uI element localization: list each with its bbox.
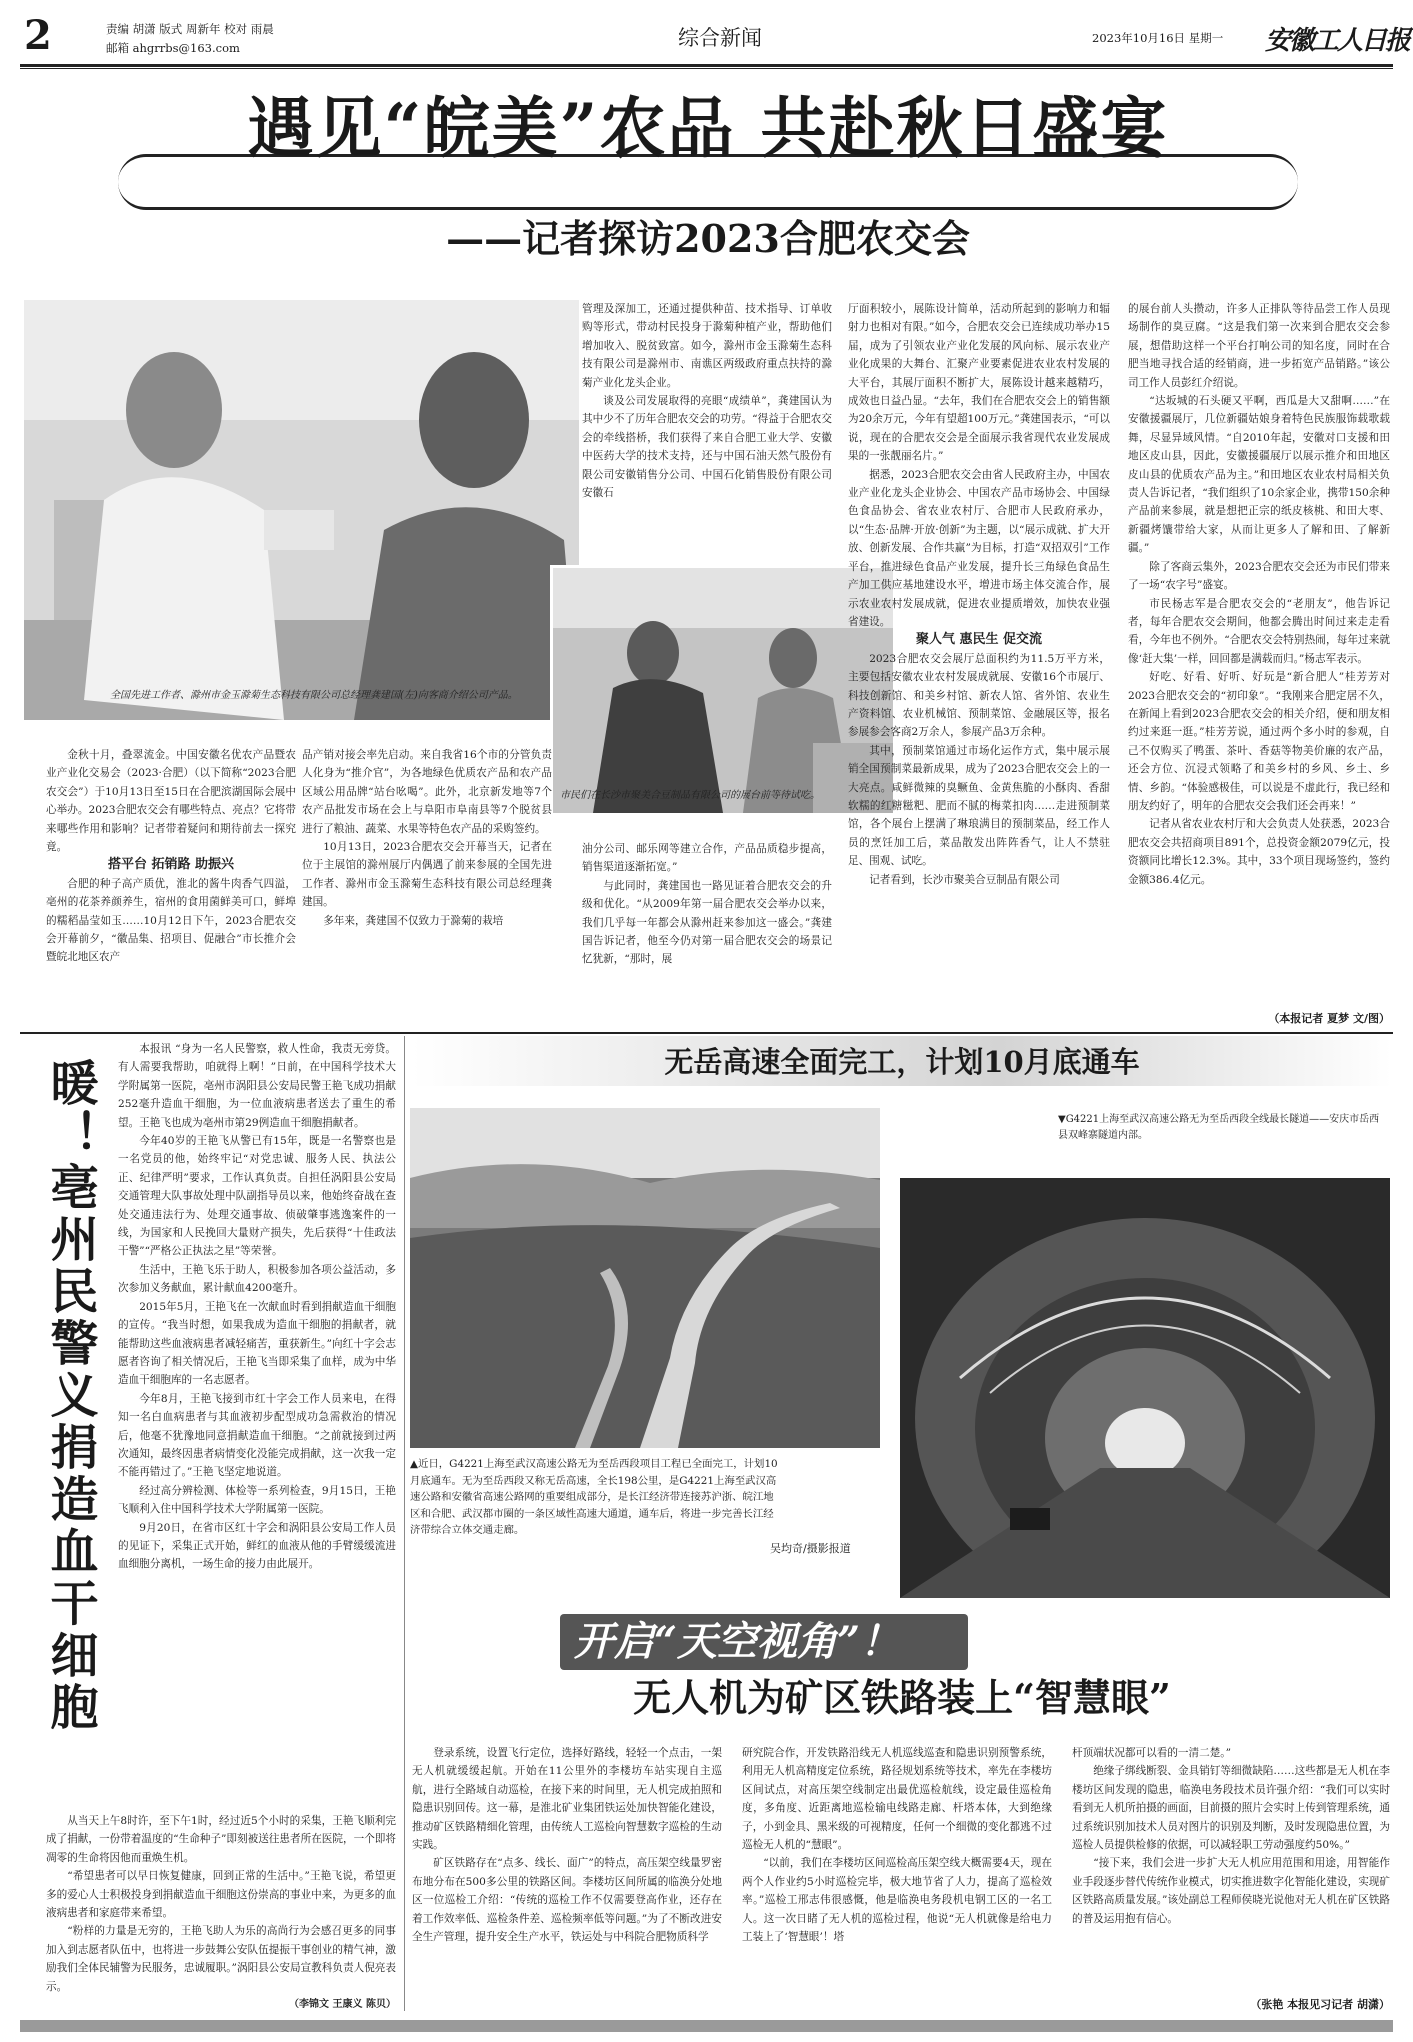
- page-number: 2: [24, 12, 52, 59]
- story4-byline: （张艳 本报见习记者 胡潇）: [1250, 1998, 1390, 2011]
- photo-exhibitor-svg: [24, 300, 579, 720]
- paper-name: 安徽工人日报: [1265, 26, 1410, 56]
- highway-photo-credit: 吴均奇/摄影报道: [770, 1542, 851, 1555]
- story1-lead: 金秋十月，叠翠流金。中国安徽名优农产品暨农业产业化交易会（2023·合肥）（以下简称“2023合肥农交会”）于10月13日至15日在合肥滨湖国际会展中心举办。2023合肥农交会有哪些特点、亮点？它将带来哪些作用和影响？记者带着疑问和期待前去一探究竟。: [46, 749, 296, 854]
- story1-para: 油分公司、邮乐网等建立合作，产品品质稳步提高，销售渠道逐渐拓宽。”: [582, 843, 832, 874]
- story1-subheadline: ——记者探访2023合肥农交会: [446, 216, 970, 261]
- story2-para: 2015年5月，王艳飞在一次献血时看到捐献造血干细胞的宣传。“我当时想，如果我成为造血干细胞的捐献者，就能帮助这些血液病患者减轻痛苦，重获新生。”向红十字会志愿者咨询了相关情况后，王艳飞当即采集了血样，成为中华造血干细胞库的一名志愿者。: [118, 1300, 396, 1387]
- story2-para: 经过高分辨检测、体检等一系列检查，9月15日，王艳飞顺利入住中国科学技术大学附属第一医院。: [118, 1484, 396, 1516]
- masthead: [0, 0, 1413, 72]
- story4-para: 绝缘子绑线断裂、金具销钉等细微缺陷……这些都是无人机在李楼坊区间发现的隐患，临涣电务段技术员许强介绍：“我们可以实时看到无人机所拍摄的画面，目前摄的照片会实时上传到管理系统，通过系统识别加技术人员对图片的识别及判断，及时发现隐患位置，为巡检人员提供检修的依据，可以减轻职工劳动强度约50%。”: [1072, 1765, 1390, 1852]
- story1-para: 谈及公司发展取得的亮眼“成绩单”，龚建国认为其中少不了历年合肥农交会的功劳。“得益于合肥农交会的牵线搭桥，我们获得了来自合肥工业大学、安徽中医药大学的技术支持，还与中国石油天然气股份有限公司安徽销售分公司、中国石化销售股份有限公司安徽石: [582, 395, 832, 500]
- photo-highway-svg: [410, 1108, 880, 1448]
- story4-para: 研究院合作，开发铁路沿线无人机巡线巡查和隐患识别预警系统，利用无人机高精度定位系统，路径规划系统等技术，率先在李楼坊区间试点，对高压架空线制定出最优巡检航线，设定最佳巡检角度，多角度、近距离地巡检输电线路走廊、杆塔本体，大到绝缘子，小到金具、黑米级的可视精度，任何一个细微的变化都逃不过巡检无人机的“慧眼”。: [742, 1747, 1052, 1852]
- story1-column-d: [848, 300, 1110, 1028]
- story4-kicker: 开启“天空视角”！: [560, 1614, 968, 1670]
- story2-para: 生活中，王艳飞乐于助人，积极参加各项公益活动，多次参加义务献血，累计献血4200毫升。: [118, 1263, 396, 1295]
- highway-caption: ▲近日，G4221上海至武汉高速公路无为至岳西段项目工程已全面完工，计划10月底通车。无为至岳西段又称无岳高速，全长198公里，是G4221上海至武汉高速公路和安徽省高速公路网的重要组成部分，是长江经济带连接苏沪浙、皖江地区和合肥、武汉都市圈的一条区域性高速大通道，通车后，将进一步完善长江经济带综合立体交通走廊。: [410, 1458, 778, 1537]
- story4-column-2: [742, 1744, 1052, 2012]
- story2-para: 9月20日，在省市区红十字会和涡阳县公安局工作人员的见证下，采集正式开始，鲜红的血液从他的手臂缓缓流进血细胞分离机，一场生命的接力由此展开。: [118, 1521, 396, 1571]
- section-divider: [20, 1032, 1393, 1034]
- story1-para: 厅面积较小，展陈设计简单，活动所起到的影响力和辐射力也相对有限。”如今，合肥农交会已连续成功举办15届，成为了引领农业产业化发展的风向标、展示农业产业化成果的大舞台、汇聚产业要素促进农业农村发展的大平台，其展厅面积不断扩大，展陈设计越来越精巧，成效也日益凸显。“去年，我们在合肥农交会上的销售额为20余万元，今年有望超100万元。”龚建国表示，“可以说，现在的合肥农交会是全面展示我省现代农业发展成果的一张靓丽名片。”: [848, 303, 1110, 463]
- story4-para: 登录系统，设置飞行定位，选择好路线，轻轻一个点击，一架无人机就缓缓起航。开始在11公里外的李楼坊车站实现自主巡航，进行全路域自动巡检，在接下来的时间里，无人机完成拍照和隐患识别回传。这一幕，是淮北矿业集团铁运处加快智能化建设，推动矿区铁路精细化管理，由传统人工巡检向智慧数字巡检的生动实践。: [412, 1747, 722, 1852]
- story4-column-3: [1072, 1744, 1390, 1994]
- story1-subhead-1: 搭平台 拓销路 助振兴: [107, 857, 235, 873]
- photo-visitors-svg: [553, 568, 893, 813]
- story2-column: [118, 1040, 396, 1810]
- story4-para: “接下来，我们会进一步扩大无人机应用范围和用途，用智能作业手段逐步替代传统作业模式，切实推进数字化智能化建设，实现矿区铁路高质量发展。”该处副总工程师侯晓光说他对无人机在矿区铁路的普及运用抱有信心。: [1072, 1857, 1390, 1925]
- story1-para: 2023合肥农交会展厅总面积约为11.5万平方米，主要包括安徽农业农村发展成就展、安徽16个市展厅、科技创新馆、和美乡村馆、新农人馆、省外馆、农业生产资料馆、农业机械馆、预制菜馆、金融展区等，报名参展参会客商2万余人，参展产品3万余种。: [848, 652, 1110, 739]
- story1-para: 其中，预制菜馆通过市场化运作方式，集中展示展销全国预制菜最新成果，成为了2023合肥农交会上的一大亮点。咸鲜微辣的臭鳜鱼、金黄焦脆的小酥肉、香甜软糯的红糖糍粑、肥而不腻的梅菜扣肉……走进预制菜馆，各个展台上摆满了琳琅满目的预制菜品，经工作人员的烹饪加工后，菜品散发出阵阵香气，让人不禁驻足、围观、试吃。: [848, 744, 1110, 868]
- story1-column-c-bottom: [582, 840, 832, 1028]
- photo-highway-aerial: [410, 1108, 880, 1448]
- photo-exhibitor-introducing-products: [24, 300, 579, 720]
- story1-column-e: [1128, 300, 1390, 1006]
- story2-divider: [404, 1036, 405, 2011]
- story2-para: “希望患者可以早日恢复健康，回到正常的生活中。”王艳飞说，希望更多的爱心人士积极投身到捐献造血干细胞这份崇高的事业中来，为更多的血液病患者和家庭带来希望。: [46, 1870, 396, 1920]
- story2-column-bottom: [46, 1812, 396, 2012]
- story1-para: 合肥的种子高产质优，淮北的酱牛肉香气四溢，亳州的花茶养颜养生，宿州的食用菌鲜美可口，鲜埠的糯稻晶莹如玉……10月12日下午，2023合肥农交会开幕前夕，“徽品集、招项目、促融合”市长推介会暨皖北地区农产: [46, 877, 296, 964]
- story2-para: 从当天上午8时许，至下午1时，经过近5个小时的采集，王艳飞顺利完成了捐献，一份带着温度的“生命种子”即刻被送往患者所在医院，一个即将凋零的生命将因他而重焕生机。: [46, 1815, 396, 1864]
- story4-para: 矿区铁路存在“点多、线长、面广”的特点，高压架空线量罗密布地分布在500多公里的铁路区间。李楼坊区间所属的临涣分处地区一位巡检工介绍：“传统的巡检工作不仅需要登高作业，还存在着工作效率低、巡检条件差、巡检频率低等问题。”为了不断改进安全生产管理，提升安全生产水平，铁运处与中科院合肥物质科学: [412, 1857, 722, 1944]
- photo-tunnel-interior: [900, 1178, 1390, 1598]
- masthead-rule-thin: [20, 68, 1393, 69]
- story1-para: 记者从省农业农村厅和大会负责人处获悉，2023合肥农交会共招商项目891个，总投资金额2079亿元，投资额同比增长12.3%。其中，33个项目现场签约，签约金额386.4亿元。: [1128, 818, 1390, 886]
- story2-para: 今年8月，王艳飞接到市红十字会工作人员来电，在得知一名白血病患者与其血液初步配型成功急需救治的情况后，他毫不犹豫地同意捐献造血干细胞。“之前就接到过两次通知，最终因患者病情变化没能完成捐献，这一次我一定不能再错过了。”王艳飞坚定地说道。: [118, 1392, 396, 1479]
- story1-subhead-2: 聚人气 惠民生 促交流: [915, 632, 1043, 648]
- story1-column-b: [302, 746, 552, 1028]
- story1-para: 据悉，2023合肥农交会由省人民政府主办，中国农业产业化龙头企业协会、中国农产品市场协会、中国绿色食品协会、省农业农村厅、合肥市人民政府承办，以“生态·品牌·开放·创新”为主题，以“展示成就、扩大开放、创新发展、合作共赢”为目标，打造“双招双引”工作平台，推进绿色食品产业发展，提升长三角绿色食品生产加工供应基地建设水平，增进市场主体交流合作，展示农业农村发展成就，促进农业提质增效，加快农业强省建设。: [848, 468, 1110, 628]
- issue-date: 2023年10月16日 星期一: [1092, 31, 1224, 45]
- story3-headline: 无岳高速全面完工，计划10月底通车: [664, 1045, 1140, 1079]
- story2-byline: （李锦文 王康义 陈贝）: [289, 1999, 396, 2011]
- story1-para: 管理及深加工，还通过提供种苗、技术指导、订单收购等形式，带动村民投身于滁菊种植产业，帮助他们增加收入、脱贫致富。如今，滁州市金玉滁菊生态科技有限公司是滁州市、南谯区两级政府重点扶持的滁菊产业化龙头企业。: [582, 303, 832, 389]
- story1-column-a: [46, 746, 296, 1028]
- story1-column-c: [582, 300, 832, 562]
- story1-para: 的展台前人头攒动，许多人正排队等待品尝工作人员现场制作的臭豆腐。“这是我们第一次来到合肥农交会参展，想借助这样一个平台打响公司的知名度，同时在合肥当地寻找合适的经销商，进一步拓宽产品销路。”该公司工作人员彭红介绍说。: [1128, 303, 1390, 389]
- editor-email: 邮箱 ahgrrbs@163.com: [106, 41, 240, 55]
- section-title: 综合新闻: [678, 26, 762, 50]
- photo1-caption: 全国先进工作者、滁州市金玉滁菊生态科技有限公司总经理龚建国(左)向客商介绍公司产品。: [110, 690, 518, 701]
- story1-para: “达坂城的石头硬又平啊，西瓜是大又甜啊……”在安徽援疆展厅，几位新疆姑娘身着特色民族服饰载歌载舞，尽显异域风情。“自2010年起，安徽对口支援和田地区皮山县，因此，安徽援疆展厅以展示推介和田地区皮山县的优质农产品为主。”和田地区农业农村局相关负责人告诉记者，“我们组织了10余家企业，携带150余种产品前来参展，就是想把正宗的纸皮核桃、和田大枣、新疆烤馕带给大家，从而让更多人了解和田、了解新疆。”: [1128, 395, 1390, 555]
- story2-para: 今年40岁的王艳飞从警已有15年，既是一名警察也是一名党员的他，始终牢记“对党忠诚、服务人民、执法公正、纪律严明”要求，工作认真负责。自担任涡阳县公安局交通管理大队事故处理中队副指导员以来，他始终奋战在查处交通违法行为、处理交通事故、侦破肇事逃逸案件的一线，为国家和人民挽回大量财产损失，先后获得“十佳政法干警”“严格公正执法之星”等荣誉。: [118, 1135, 396, 1258]
- editor-credits: 责编 胡潇 版式 周新年 校对 雨晨: [106, 22, 274, 36]
- story1-para: 10月13日，2023合肥农交会开幕当天，记者在位于主展馆的滁州展厅内偶遇了前来参展的全国先进工作者、滁州市金玉滁菊生态科技有限公司总经理龚建国。: [302, 841, 552, 909]
- tunnel-caption: ▼G4221上海至武汉高速公路无为至岳西段全线最长隧道——安庆市岳西县双峰寨隧道内部。: [1058, 1114, 1380, 1141]
- story2-vertical-title: 暖！亳州民警义捐造血干细胞: [42, 1058, 98, 1734]
- story4-para: 杆顶端状况都可以看的一清二楚。”: [1072, 1747, 1232, 1759]
- story1-para: 市民杨志军是合肥农交会的“老朋友”，他告诉记者，每年合肥农交会期间，他都会腾出时间过来走走看看，今年也不例外。“合肥农交会特别热闹，每年过来就像‘赶大集’一样，回回都是满载而归。”杨志军表示。: [1128, 597, 1390, 665]
- photo2-caption: 市民们在长沙市聚美合豆制品有限公司的展台前等待试吃。: [560, 790, 820, 801]
- photo-tunnel-svg: [900, 1178, 1390, 1598]
- story4-para: “以前，我们在李楼坊区间巡检高压架空线大概需要4天，现在两个人作业约5小时巡检完毕，极大地节省了人力，提高了巡检效率。”巡检工邢志伟很感慨，他是临涣电务段机电钢工区的一名工人。这一次日睹了无人机的巡检过程，他说“无人机就像是给电力工装上了‘智慧眼’！塔: [742, 1857, 1052, 1944]
- masthead-rule: [20, 64, 1393, 67]
- story2-para: 本报讯 “身为一名人民警察，救人性命，我责无旁贷。有人需要我帮助，咱就得上啊！”日前，在中国科学技术大学附属第一医院，亳州市涡阳县公安局民警王艳飞成功捐献252毫升造血干细胞，为一位血液病患者送去了重生的希望。王艳飞也成为亳州市第29例造血干细胞捐献者。: [118, 1043, 396, 1129]
- photo-visitors-waiting: [550, 565, 896, 816]
- story1-headline: 遇见“皖美”农品 共赴秋日盛宴: [247, 89, 1169, 167]
- story1-para: 除了客商云集外，2023合肥农交会还为市民们带来了一场“农字号”盛宴。: [1128, 560, 1390, 592]
- story1-para: 记者看到，长沙市聚美合豆制品有限公司: [869, 873, 1060, 886]
- story4-headline: 无人机为矿区铁路装上“智慧眼”: [633, 1675, 1171, 1720]
- story1-para: 品产销对接会率先启动。来自我省16个市的分管负责人化身为“推介官”，为各地绿色优质农产品和农产品区域公用品牌“站台吆喝”。此外，北京新发地等7个农产品批发市场在会上与阜阳市阜南县等7个脱贫县进行了粮油、蔬菜、水果等特色农产品的采购签约。: [302, 749, 552, 835]
- story1-para: 多年来，龚建国不仅致力于滁菊的栽培: [323, 914, 504, 927]
- story2-para: “粉样的力量是无穷的，王艳飞助人为乐的高尚行为会感召更多的同事加入到志愿者队伍中，也将进一步鼓舞公安队伍提振干事创业的精气神，激励我们全体民辅警为民服务，忠诚履职。”涡阳县公安局宣教科负责人倪亮表示。: [46, 1925, 396, 1993]
- story1-para: 与此同时，龚建国也一路见证着合肥农交会的升级和优化。“从2009年第一届合肥农交会举办以来，我们几乎每一年都会从滁州赶来参加这一盛会。”龚建国告诉记者，他至今仍对第一届合肥农交会的场景记忆犹新，“那时，展: [582, 879, 832, 966]
- footer-bar: [20, 2020, 1393, 2032]
- story1-para: 好吃、好看、好听、好玩是“新合肥人”桂芳芳对2023合肥农交会的“初印象”。“我刚来合肥定居不久，在新闻上看到2023合肥农交会的相关介绍，便和朋友相约过来逛一逛。”桂芳芳说，通过两个多小时的参观，自己不仅购买了鸭蛋、茶叶、香菇等物美价廉的农产品，还会方位、沉浸式领略了和美乡村的乡风、乡土、乡情、乡韵。“体验感极佳，可以说是不虚此行，我已经和朋友约好了，明年的合肥农交会我们还会再来！”: [1128, 671, 1390, 812]
- story1-headline-box: [118, 84, 1298, 274]
- story1-byline: （本报记者 夏梦 文/图）: [1268, 1012, 1390, 1025]
- story4-column-1: [412, 1744, 722, 2012]
